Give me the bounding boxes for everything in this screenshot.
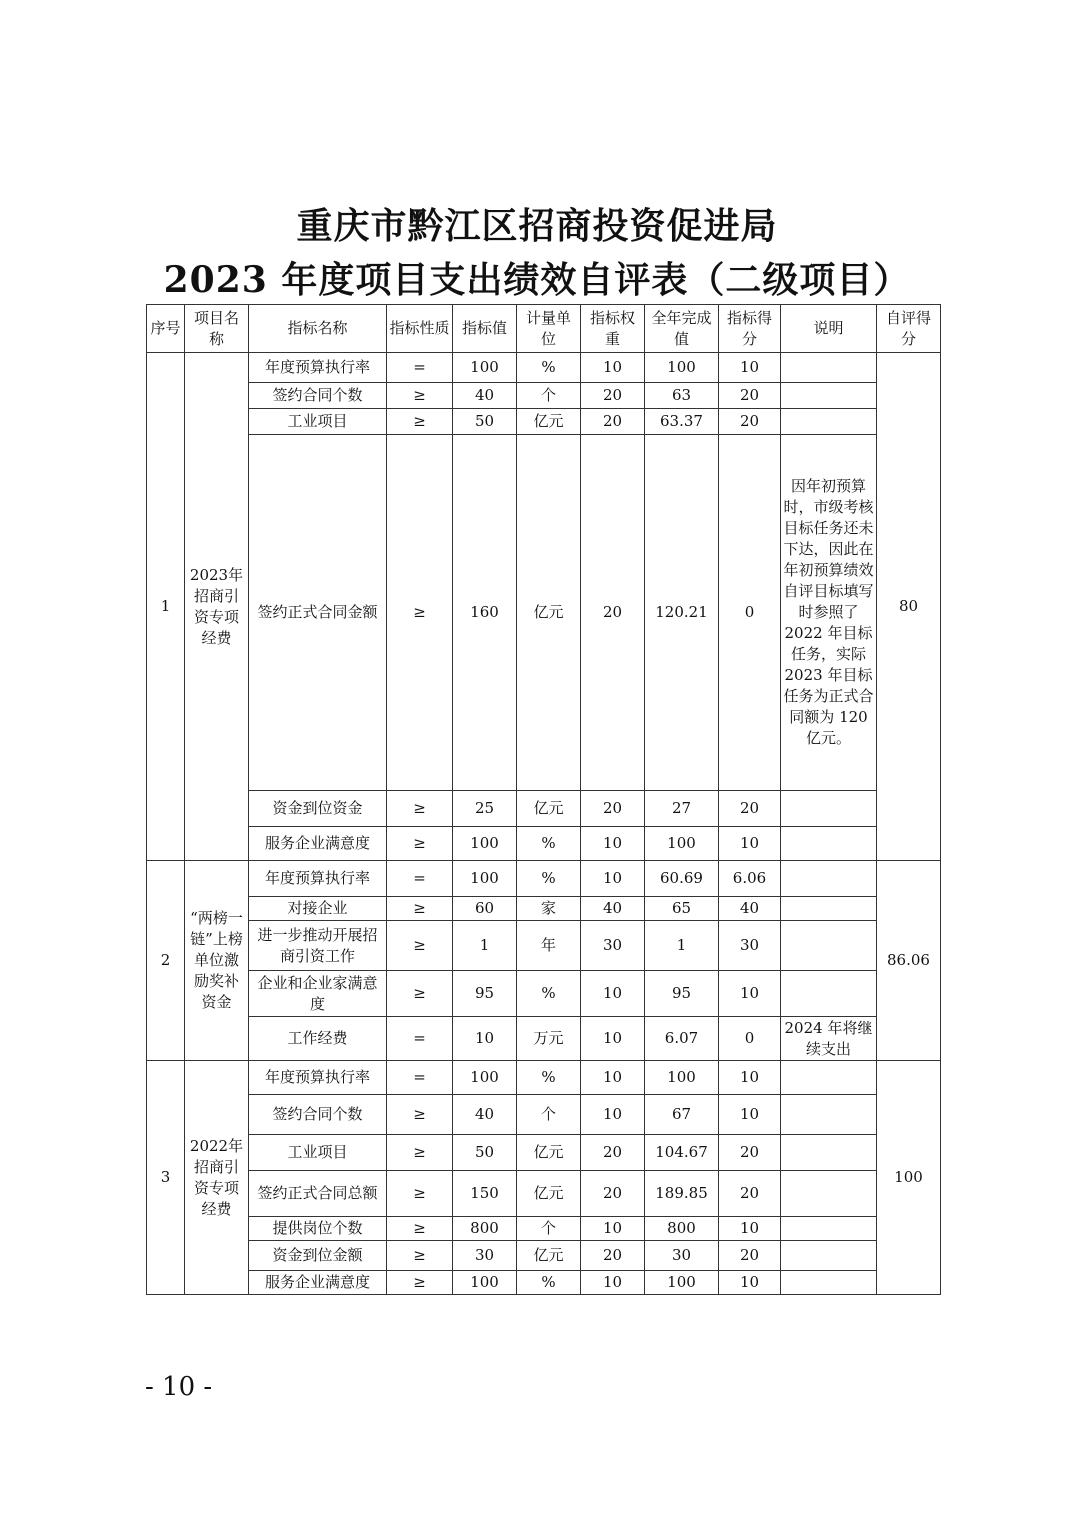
indicator-score: 10 — [719, 827, 781, 861]
indicator-value: 100 — [453, 1061, 517, 1095]
header-score: 指标得分 — [719, 305, 781, 353]
table-row — [147, 435, 941, 791]
indicator-unit: 万元 — [517, 1017, 581, 1061]
project-self-score: 80 — [877, 353, 941, 861]
indicator-value: 800 — [453, 1217, 517, 1241]
indicator-actual: 63 — [645, 383, 719, 409]
indicator-weight: 10 — [581, 827, 645, 861]
indicator-nature: = — [387, 1017, 453, 1061]
indicator-name: 企业和企业家满意度 — [249, 971, 387, 1017]
indicator-weight: 10 — [581, 1271, 645, 1295]
indicator-actual: 65 — [645, 897, 719, 921]
indicator-note — [781, 409, 877, 435]
indicator-name: 资金到位金额 — [249, 1241, 387, 1271]
indicator-nature: ≥ — [387, 409, 453, 435]
project-seq: 1 — [147, 353, 185, 861]
indicator-value: 60 — [453, 897, 517, 921]
performance-table — [146, 304, 941, 1295]
indicator-note — [781, 1241, 877, 1271]
table-row — [147, 971, 941, 1017]
indicator-unit: 个 — [517, 383, 581, 409]
indicator-value: 50 — [453, 409, 517, 435]
indicator-name: 工业项目 — [249, 1135, 387, 1171]
indicator-note — [781, 1095, 877, 1135]
header-weight: 指标权重 — [581, 305, 645, 353]
indicator-weight: 20 — [581, 435, 645, 791]
indicator-unit: 亿元 — [517, 1135, 581, 1171]
document-subtitle: 2023 年度项目支出绩效自评表（二级项目） — [163, 259, 911, 301]
indicator-unit: % — [517, 353, 581, 383]
indicator-weight: 20 — [581, 409, 645, 435]
table-row — [147, 1095, 941, 1135]
project-self-score: 86.06 — [877, 861, 941, 1061]
header-unit: 计量单位 — [517, 305, 581, 353]
indicator-actual: 1 — [645, 921, 719, 971]
page-number: - 10 - — [145, 1372, 213, 1402]
table-row — [147, 353, 941, 383]
indicator-unit: % — [517, 971, 581, 1017]
header-note: 说明 — [781, 305, 877, 353]
indicator-note — [781, 1135, 877, 1171]
indicator-nature: ≥ — [387, 897, 453, 921]
indicator-weight: 20 — [581, 1171, 645, 1217]
indicator-note — [781, 1061, 877, 1095]
indicator-unit: % — [517, 1061, 581, 1095]
header-actual: 全年完成值 — [645, 305, 719, 353]
indicator-nature: = — [387, 353, 453, 383]
indicator-name: 服务企业满意度 — [249, 827, 387, 861]
indicator-value: 95 — [453, 971, 517, 1017]
indicator-score: 10 — [719, 971, 781, 1017]
indicator-name: 签约正式合同总额 — [249, 1171, 387, 1217]
indicator-name: 签约合同个数 — [249, 383, 387, 409]
indicator-note — [781, 1217, 877, 1241]
indicator-score: 20 — [719, 1241, 781, 1271]
table-row — [147, 1241, 941, 1271]
indicator-nature: ≥ — [387, 1271, 453, 1295]
indicator-value: 100 — [453, 353, 517, 383]
indicator-unit: 亿元 — [517, 1171, 581, 1217]
indicator-unit: 亿元 — [517, 435, 581, 791]
indicator-unit: 亿元 — [517, 409, 581, 435]
header-seq: 序号 — [147, 305, 185, 353]
indicator-unit: 个 — [517, 1095, 581, 1135]
project-seq: 3 — [147, 1061, 185, 1295]
indicator-name: 签约正式合同金额 — [249, 435, 387, 791]
indicator-weight: 10 — [581, 1061, 645, 1095]
document-title: 重庆市黔江区招商投资促进局 — [296, 205, 778, 247]
indicator-actual: 67 — [645, 1095, 719, 1135]
indicator-weight: 20 — [581, 791, 645, 827]
indicator-unit: 家 — [517, 897, 581, 921]
indicator-weight: 20 — [581, 1241, 645, 1271]
indicator-note — [781, 1171, 877, 1217]
table-row — [147, 921, 941, 971]
indicator-score: 0 — [719, 435, 781, 791]
indicator-nature: = — [387, 861, 453, 897]
table-row — [147, 1017, 941, 1061]
table-row — [147, 1271, 941, 1295]
indicator-score: 20 — [719, 791, 781, 827]
indicator-value: 10 — [453, 1017, 517, 1061]
indicator-actual: 27 — [645, 791, 719, 827]
indicator-actual: 100 — [645, 827, 719, 861]
indicator-nature: ≥ — [387, 1217, 453, 1241]
indicator-note: 2024 年将继续支出 — [781, 1017, 877, 1061]
indicator-unit: % — [517, 827, 581, 861]
indicator-name: 签约合同个数 — [249, 1095, 387, 1135]
indicator-name: 资金到位资金 — [249, 791, 387, 827]
indicator-score: 30 — [719, 921, 781, 971]
indicator-unit: 个 — [517, 1217, 581, 1241]
indicator-note — [781, 897, 877, 921]
indicator-unit: 年 — [517, 921, 581, 971]
indicator-value: 150 — [453, 1171, 517, 1217]
indicator-value: 40 — [453, 1095, 517, 1135]
project-name: 2022年招商引资专项经费 — [185, 1061, 249, 1295]
indicator-value: 30 — [453, 1241, 517, 1271]
indicator-name: 年度预算执行率 — [249, 1061, 387, 1095]
indicator-nature: ≥ — [387, 921, 453, 971]
indicator-weight: 10 — [581, 1095, 645, 1135]
indicator-actual: 120.21 — [645, 435, 719, 791]
indicator-score: 10 — [719, 1061, 781, 1095]
indicator-note — [781, 383, 877, 409]
indicator-value: 40 — [453, 383, 517, 409]
indicator-weight: 10 — [581, 861, 645, 897]
table-row — [147, 1217, 941, 1241]
header-value: 指标值 — [453, 305, 517, 353]
indicator-note: 因年初预算时，市级考核目标任务还未下达，因此在年初预算绩效自评目标填写时参照了 2022 年目标任务，实际 2023 年目标任务为正式合同额为 120 亿元。 — [781, 435, 877, 791]
indicator-name: 工业项目 — [249, 409, 387, 435]
indicator-score: 20 — [719, 1171, 781, 1217]
indicator-weight: 30 — [581, 921, 645, 971]
header-nature: 指标性质 — [387, 305, 453, 353]
indicator-score: 20 — [719, 383, 781, 409]
indicator-weight: 40 — [581, 897, 645, 921]
indicator-unit: % — [517, 1271, 581, 1295]
indicator-actual: 60.69 — [645, 861, 719, 897]
indicator-nature: ≥ — [387, 1135, 453, 1171]
indicator-actual: 30 — [645, 1241, 719, 1271]
indicator-actual: 100 — [645, 353, 719, 383]
indicator-score: 0 — [719, 1017, 781, 1061]
indicator-note — [781, 827, 877, 861]
indicator-nature: ≥ — [387, 435, 453, 791]
indicator-unit: 亿元 — [517, 1241, 581, 1271]
indicator-actual: 6.07 — [645, 1017, 719, 1061]
indicator-actual: 100 — [645, 1061, 719, 1095]
indicator-value: 100 — [453, 827, 517, 861]
indicator-nature: = — [387, 1061, 453, 1095]
table-row — [147, 861, 941, 897]
indicator-weight: 10 — [581, 971, 645, 1017]
table-row — [147, 383, 941, 409]
header-row — [147, 305, 941, 353]
table-row — [147, 791, 941, 827]
indicator-unit: % — [517, 861, 581, 897]
indicator-score: 20 — [719, 409, 781, 435]
indicator-name: 对接企业 — [249, 897, 387, 921]
indicator-nature: ≥ — [387, 1241, 453, 1271]
indicator-note — [781, 921, 877, 971]
header-project: 项目名称 — [185, 305, 249, 353]
indicator-unit: 亿元 — [517, 791, 581, 827]
indicator-nature: ≥ — [387, 827, 453, 861]
indicator-name: 进一步推动开展招商引资工作 — [249, 921, 387, 971]
table-row — [147, 1171, 941, 1217]
indicator-score: 10 — [719, 1095, 781, 1135]
indicator-value: 25 — [453, 791, 517, 827]
indicator-score: 20 — [719, 1135, 781, 1171]
project-self-score: 100 — [877, 1061, 941, 1295]
table-row — [147, 827, 941, 861]
indicator-score: 10 — [719, 353, 781, 383]
indicator-note — [781, 791, 877, 827]
indicator-name: 提供岗位个数 — [249, 1217, 387, 1241]
indicator-actual: 63.37 — [645, 409, 719, 435]
indicator-weight: 10 — [581, 1217, 645, 1241]
indicator-nature: ≥ — [387, 1095, 453, 1135]
indicator-nature: ≥ — [387, 383, 453, 409]
indicator-name: 年度预算执行率 — [249, 353, 387, 383]
indicator-weight: 20 — [581, 383, 645, 409]
table-row — [147, 409, 941, 435]
indicator-score: 10 — [719, 1217, 781, 1241]
indicator-value: 100 — [453, 861, 517, 897]
project-seq: 2 — [147, 861, 185, 1061]
table-row — [147, 1135, 941, 1171]
indicator-note — [781, 971, 877, 1017]
indicator-actual: 100 — [645, 1271, 719, 1295]
indicator-weight: 20 — [581, 1135, 645, 1171]
header-self-score: 自评得分 — [877, 305, 941, 353]
indicator-note — [781, 353, 877, 383]
table-row — [147, 1061, 941, 1095]
header-indicator: 指标名称 — [249, 305, 387, 353]
indicator-name: 年度预算执行率 — [249, 861, 387, 897]
indicator-value: 50 — [453, 1135, 517, 1171]
indicator-name: 服务企业满意度 — [249, 1271, 387, 1295]
project-name: 2023年招商引资专项经费 — [185, 353, 249, 861]
indicator-score: 40 — [719, 897, 781, 921]
indicator-note — [781, 1271, 877, 1295]
indicator-score: 6.06 — [719, 861, 781, 897]
indicator-nature: ≥ — [387, 791, 453, 827]
indicator-weight: 10 — [581, 1017, 645, 1061]
indicator-score: 10 — [719, 1271, 781, 1295]
indicator-actual: 189.85 — [645, 1171, 719, 1217]
indicator-nature: ≥ — [387, 971, 453, 1017]
indicator-value: 1 — [453, 921, 517, 971]
indicator-actual: 95 — [645, 971, 719, 1017]
project-name: “两榜一链”上榜单位激励奖补资金 — [185, 861, 249, 1061]
indicator-nature: ≥ — [387, 1171, 453, 1217]
indicator-name: 工作经费 — [249, 1017, 387, 1061]
indicator-value: 100 — [453, 1271, 517, 1295]
indicator-note — [781, 861, 877, 897]
indicator-actual: 800 — [645, 1217, 719, 1241]
table-row — [147, 897, 941, 921]
indicator-weight: 10 — [581, 353, 645, 383]
indicator-actual: 104.67 — [645, 1135, 719, 1171]
indicator-value: 160 — [453, 435, 517, 791]
